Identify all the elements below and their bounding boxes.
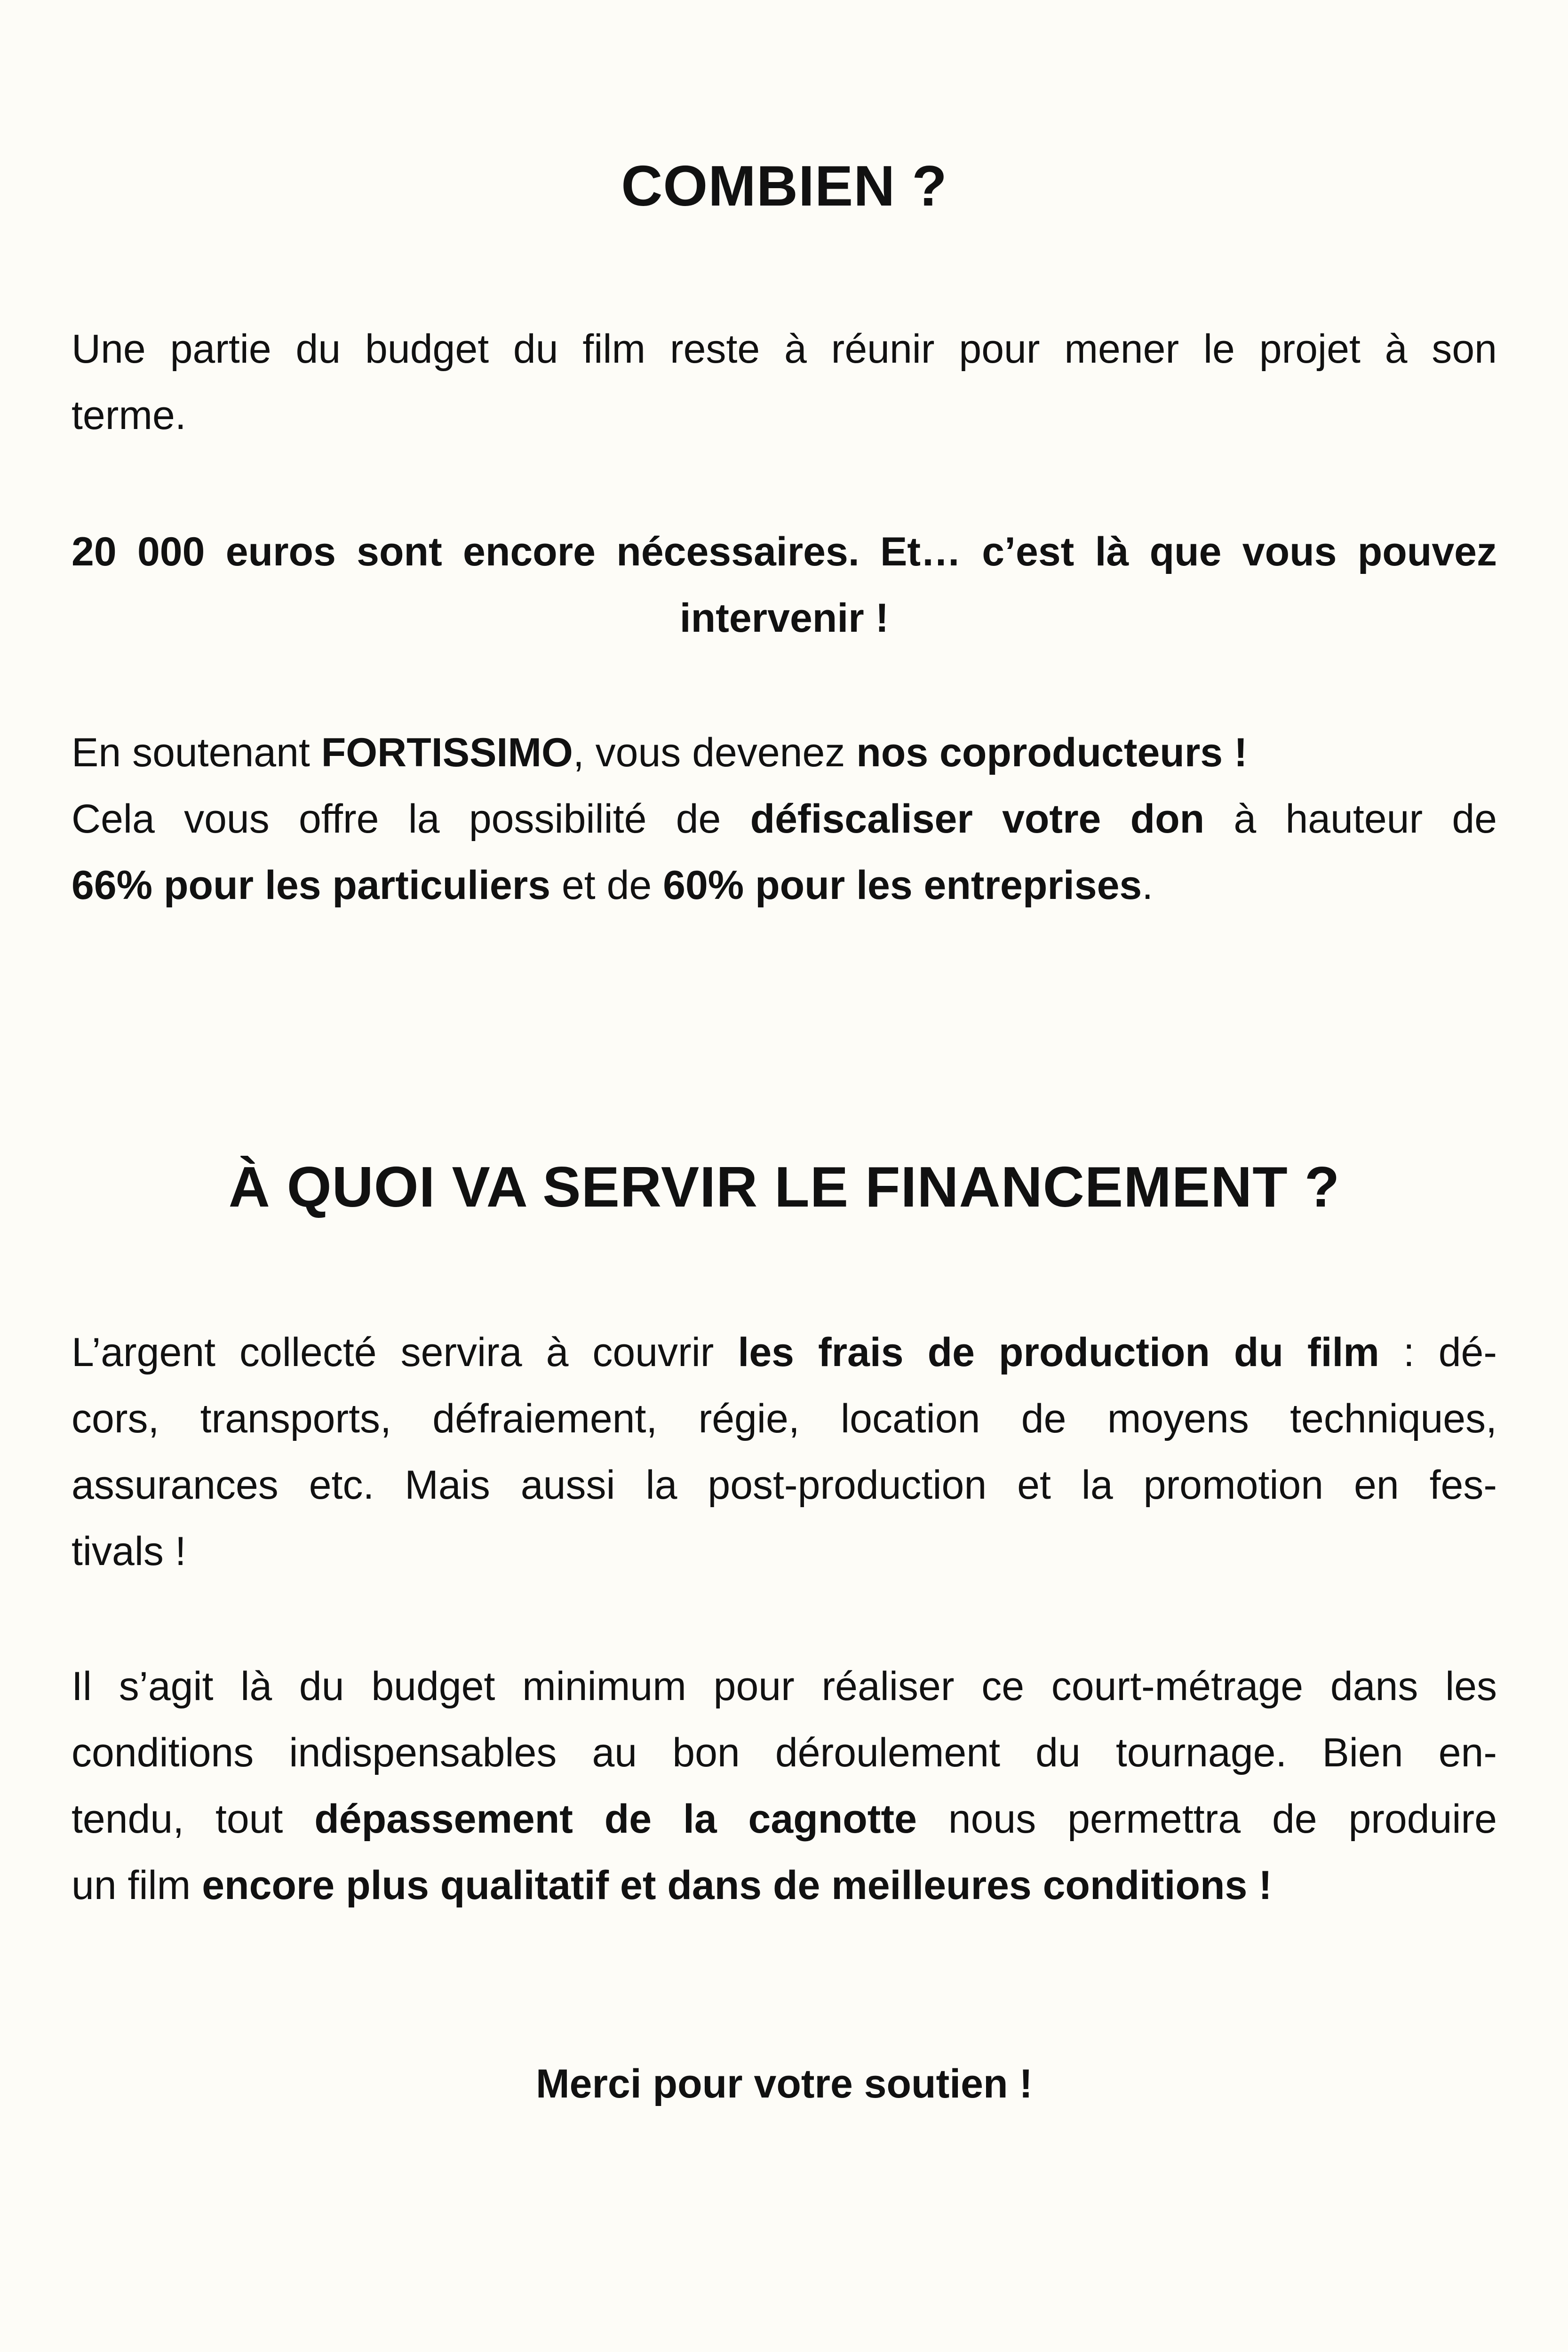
amount-highlight-line-1: 20 000 euros sont encore nécessaires. Et… c’est là que vous pouvez: [72, 529, 1497, 574]
budget-minimum-paragraph: [72, 1653, 1497, 1919]
amount-highlight-line-2: intervenir !: [679, 596, 889, 641]
usage-line-4: tivals !: [72, 1529, 186, 1574]
production-costs-text: les frais de production du film: [738, 1330, 1379, 1375]
cagnotte-text: dépassement de la cagnotte: [314, 1796, 917, 1842]
budget-minimum-line-4: [72, 1852, 1497, 1919]
coproducers-text: nos coproducteurs !: [856, 730, 1248, 775]
better-conditions-text: encore plus qualitatif et dans de meilleures conditions !: [202, 1863, 1272, 1908]
budget-minimum-text-2: nous permettra de produire: [916, 1796, 1497, 1842]
budget-minimum-line-2: conditions indispensables au bon déroulement du tournage. Bien en-: [72, 1730, 1497, 1775]
tax-deduction-text: défiscaliser votre don: [750, 796, 1205, 842]
support-line-2: [72, 786, 1497, 852]
support-line-3: [72, 852, 1497, 919]
usage-text-1: L’argent collecté servira à couvrir: [72, 1330, 738, 1375]
support-text-2: , vous devenez: [573, 730, 857, 775]
support-text-6: .: [1142, 863, 1154, 908]
budget-paragraph: [72, 316, 1497, 449]
usage-paragraph: [72, 1319, 1497, 1585]
usage-text-2: : dé-: [1379, 1330, 1497, 1375]
section-title-financement: À QUOI VA SERVIR LE FINANCEMENT ?: [228, 1155, 1340, 1219]
support-line-1: [72, 720, 1497, 786]
support-text-1: En soutenant: [72, 730, 321, 775]
budget-minimum-text-1: tendu, tout: [72, 1796, 315, 1842]
individuals-rate: 66% pour les particuliers: [72, 863, 551, 908]
support-text-3: Cela vous offre la possibilité de: [72, 796, 750, 842]
usage-line-1: [72, 1319, 1497, 1386]
budget-minimum-line-3: [72, 1786, 1497, 1852]
amount-highlight: [72, 519, 1497, 652]
companies-rate: 60% pour les entreprises: [663, 863, 1142, 908]
usage-line-3: assurances etc. Mais aussi la post-production et la promotion en fes-: [72, 1462, 1497, 1508]
support-text-4: à hauteur de: [1204, 796, 1497, 842]
usage-line-2: cors, transports, défraiement, régie, location de moyens techniques,: [72, 1396, 1497, 1441]
thanks-text: Merci pour votre soutien !: [535, 2061, 1033, 2106]
budget-paragraph-line-2: terme.: [72, 393, 186, 438]
budget-minimum-line-1: Il s’agit là du budget minimum pour réaliser ce court-métrage dans les: [72, 1664, 1497, 1709]
section-title-combien: COMBIEN ?: [621, 154, 947, 218]
film-title-fortissimo: FORTISSIMO: [321, 730, 573, 775]
budget-minimum-text-3: un film: [72, 1863, 202, 1908]
support-paragraph: [72, 720, 1497, 919]
support-text-5: et de: [550, 863, 663, 908]
budget-paragraph-line-1: Une partie du budget du film reste à réunir pour mener le projet à son: [72, 326, 1497, 372]
